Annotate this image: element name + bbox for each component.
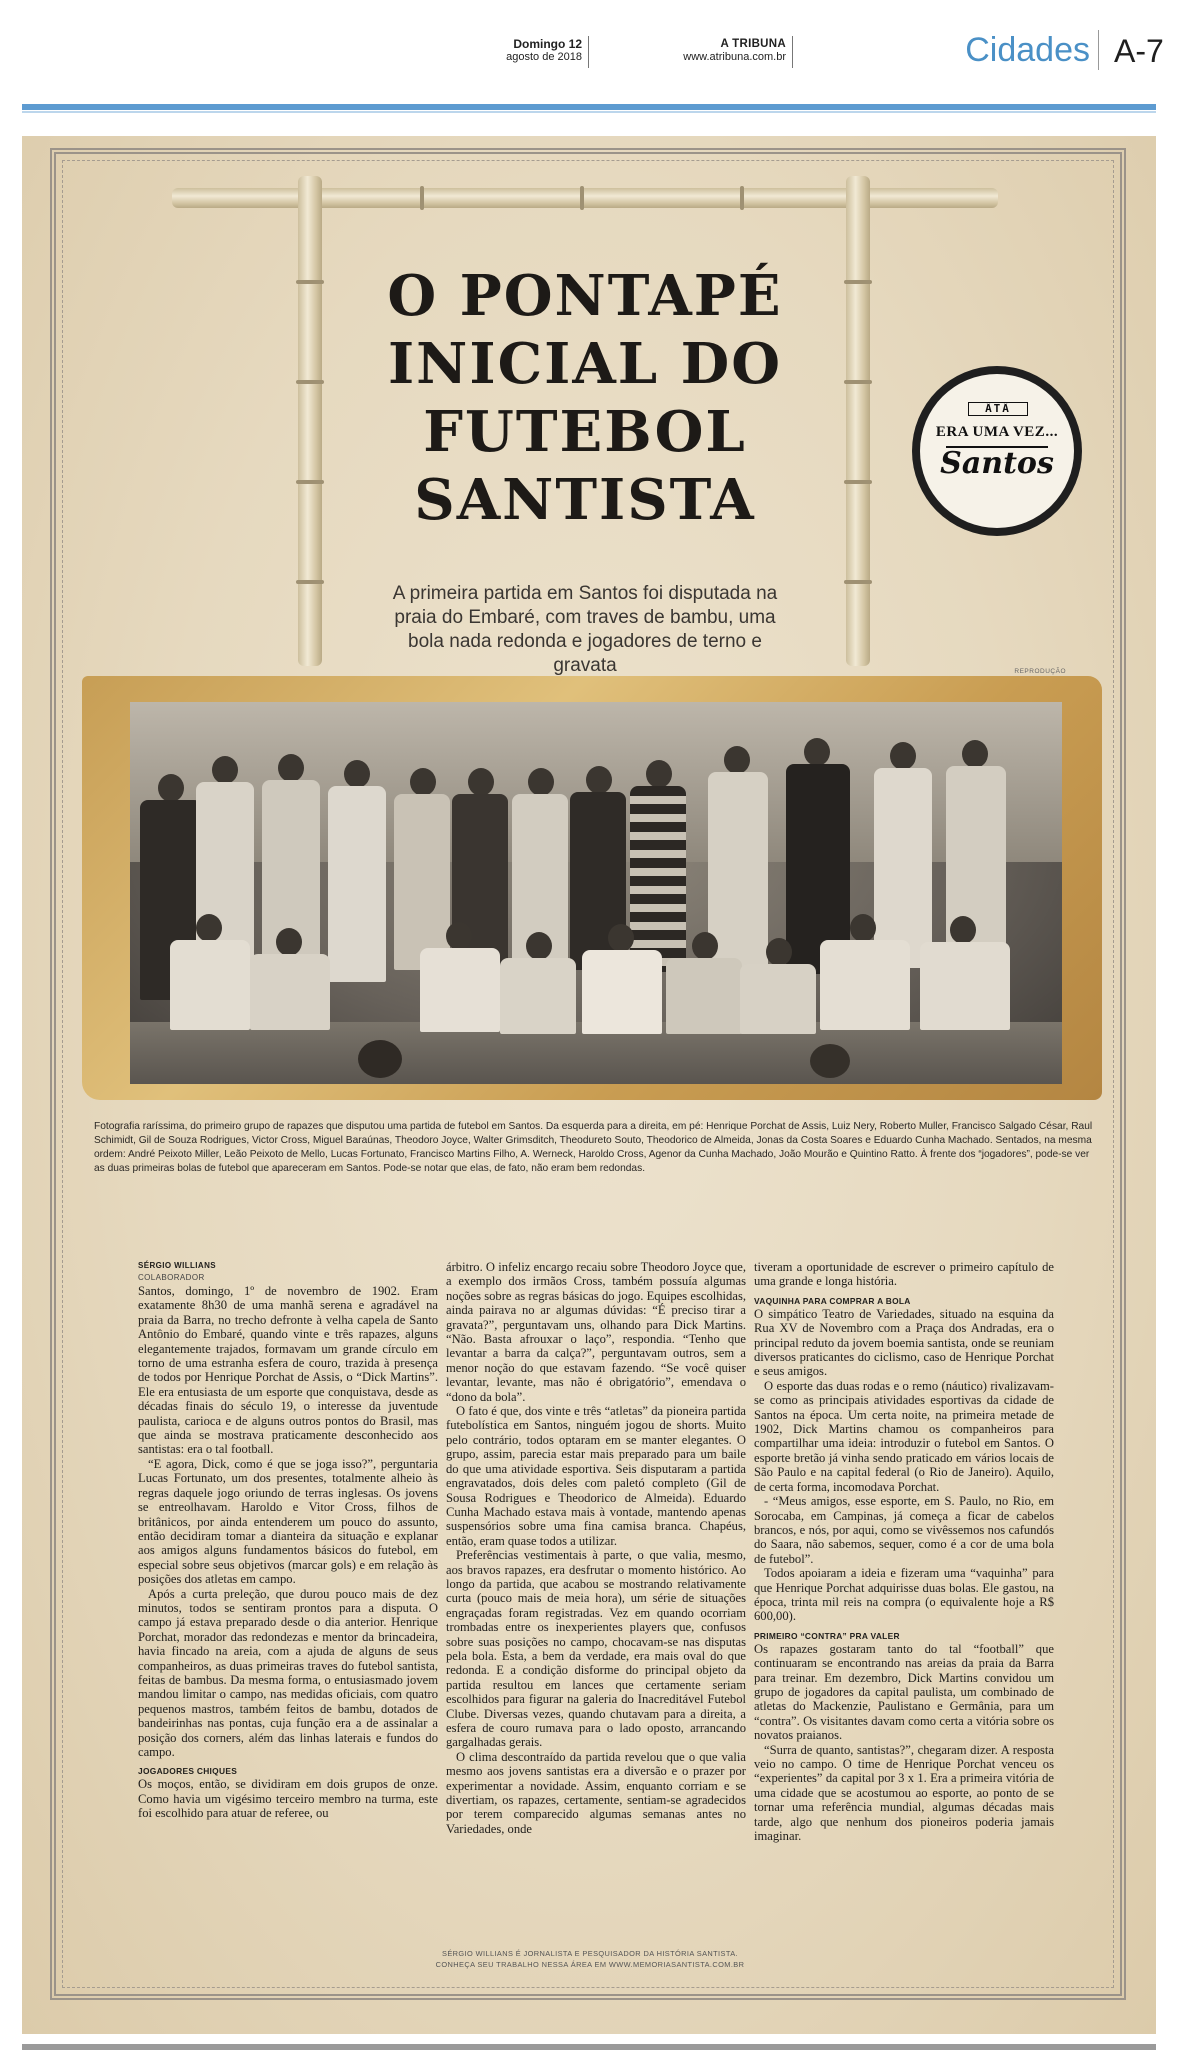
- bamboo-node: [296, 280, 324, 284]
- article-paragraph: Os moços, então, se dividiram em dois grupos de onze. Como havia um vigésimo terceiro membro na turma, este foi escolhido para atuar de referee, ou: [138, 1777, 438, 1821]
- masthead: [0, 0, 1178, 104]
- badge-series-label: ERA UMA VEZ...: [935, 424, 1059, 440]
- page-number: A-7: [1114, 33, 1164, 69]
- article-paragraph: O esporte das duas rodas e o remo (náutico) rivalizavam-se como as principais atividades esportivas da cidade de Santos na época. Um certa noite, na primeira metade de 1902, Dick Martins chamou os companheiros para compartilhar uma ideia: introduzir o futebol em Santos. O esporte bretão já vinha sendo praticado em vários locais de São Paulo e na capital federal (o Rio de Janeiro). Aquilo, de certa forma, incomodava Porchat.: [754, 1378, 1054, 1494]
- article-paragraph: O simpático Teatro de Variedades, situado na esquina da Rua XV de Novembro com a Praça dos Andradas, era o principal reduto da jovem boemia santista, onde se reuniam diversos praticantes do ciclismo, caso de Henrique Porchat e seus amigos.: [754, 1306, 1054, 1379]
- article-column-3: [754, 1260, 1054, 1843]
- masthead-divider: [588, 36, 589, 68]
- article-subhead: PRIMEIRO “CONTRA” PRA VALER: [754, 1630, 900, 1641]
- article-subhead: VAQUINHA PARA COMPRAR A BOLA: [754, 1295, 911, 1306]
- issue-date: [470, 38, 582, 64]
- article-paragraph: O fato é que, dos vinte e três “atletas” da pioneira partida futebolística em Santos, ninguém jogou de shorts. Muito pelo contrário, todos optaram em se manter elegantes. O grupo, assim, parecia estar mais preparado para um baile do que uma atividade esportiva. Seis disputaram a partida engravatados, dois deles com paletó completo (Gil de Sousa Rodrigues e Theodorico de Almeida). Eduardo Cunha Machado estava mais à vontade, mantendo apenas suspensórios sobre uma fina camisa branca. Chapéus, então, eram quase todos a utilizar.: [446, 1404, 746, 1548]
- section-name: Cidades: [965, 31, 1090, 69]
- article-column-2: [446, 1260, 746, 1836]
- newspaper-name: A TRIBUNA: [720, 38, 786, 50]
- newspaper-brand: [596, 38, 786, 64]
- bamboo-node: [844, 480, 872, 484]
- article-paragraph: - “Meus amigos, esse esporte, em S. Paulo, no Rio, em Sorocaba, em Campinas, já começa a ficar de cabelos brancos, e nós, por aqui, como se vivêssemos nos cafundós do Saara, não sabemos, sequer, como é a cor de uma bola de futebol”.: [754, 1494, 1054, 1566]
- bamboo-node: [296, 380, 324, 384]
- top-rule: [22, 104, 1156, 110]
- bottom-rule: [22, 2044, 1156, 2050]
- article-subhead: JOGADORES CHIQUES: [138, 1766, 238, 1777]
- article-paragraph: O clima descontraído da partida revelou que o que valia mesmo aos jovens santistas era a diversão e o prazer por experimentar a novidade. Assim, enquanto corriam e se divertiam, os rapazes, certamente, sentiam-se agradecidos por terem comparecido algumas semanas antes no Variedades, onde: [446, 1749, 746, 1836]
- badge-series-name: Santos: [940, 446, 1054, 481]
- masthead-divider: [1098, 30, 1099, 70]
- bamboo-node: [844, 280, 872, 284]
- masthead-divider: [792, 36, 793, 68]
- article-paragraph: “E agora, Dick, como é que se joga isso?”, perguntaria Lucas Fortunato, um dos presentes, totalmente alheio às regras daquele jogo oriundo de terras inglesas. Os jovens se entreolhavam. Haroldo e Vitor Cross, filhos de britânicos, por ainda entenderem um pouco do assunto, então decidiram tomar a dianteira da situação e explanar aos amigos alguns fundamentos básicos do futebol, em especial sobre seus objetivos (marcar gols) e em relação às posições dos atletas em campo.: [138, 1456, 438, 1587]
- article-paragraph: árbitro. O infeliz encargo recaiu sobre Theodoro Joyce que, a exemplo dos irmãos Cross, também possuía algumas noções sobre as regras básicas do jogo. Equipes escolhidas, ainda pairava no ar algumas dúvidas: “É preciso tirar a gravata?”, perguntavam uns, olhando para Dick Martins. “Não. Basta afrouxar o laço”, respondia. “Tenho que levantar a barra da calça?”, perguntavam outros, sem a menor noção do que estavam fazendo. “Se você quiser levantar, levante, mas não é obrigatório”, emendava o “dono da bola”.: [446, 1260, 746, 1404]
- bamboo-node: [296, 580, 324, 584]
- photo-caption: Fotografia raríssima, do primeiro grupo de rapazes que disputou uma partida de futebol em Santos. Da esquerda para a direita, em pé: Henrique Porchat de Assis, Luiz Nery, Roberto Muller, Francisco Salgado César, Raul Schimidt, Gil de Souza Rodrigues, Victor Cross, Miguel Baraúnas, Theodoro Joyce, Walter Grimsditch, Theodureto Souto, Theodorico de Almeida, Jonas da Costa Soares e Eduardo Cunha Machado. Sentados, na mesma ordem: André Peixoto Miller, Leão Peixoto de Mello, Lucas Fortunato, Francisco Martins Filho, A. Werneck, Haroldo Cross, Agenor da Cunha Machado, João Mourão e Quintino Ratto. À frente dos “jogadores”, pode-se ver as duas primeiras bolas de futebol que apareceram em Santos. Pode-se notar que elas, de fato, não eram bem redondas.: [94, 1121, 1093, 1174]
- author-note-line: SÉRGIO WILLIANS É JORNALISTA E PESQUISADOR DA HISTÓRIA SANTISTA.: [442, 1949, 738, 1958]
- bamboo-node: [296, 480, 324, 484]
- badge-logo: ÄTÄ: [968, 402, 1028, 416]
- bamboo-node: [844, 580, 872, 584]
- author-note: [300, 1948, 880, 1970]
- bamboo-node: [844, 380, 872, 384]
- article-paragraph: Preferências vestimentais à parte, o que valia, mesmo, aos bravos rapazes, era desfrutar o momento histórico. Ao longo da partida, que acabou se mostrando relativamente curta (pouco mais de meia hora), um série de situações engraçadas foram registradas. Vez em quando ocorriam trombadas entre os inexperientes players que, confusos sobre suas posições no campo, chocavam-se nas disputas pela bola. Esta, a bem da verdade, era mais oval do que redonda. E a condição disforme do principal objeto da partida resultou em lances que certamente seriam escolhidos para figurar na galeria do Inacreditável Futebol Clube. Diversas vezes, quando chutavam para a direita, a esfera de couro rumava para o lado oposto, arrancando gargalhadas gerais.: [446, 1548, 746, 1750]
- article-paragraph: Os rapazes gostaram tanto do tal “football” que continuaram se encontrando nas areias da praia da Barra para treinar. Em dezembro, Dick Martins convidou um grupo de jogadores da capital paulista, um combinado de atletas do Mackenzie, Paulistano e Germânia, para um “contra”. Os visitantes davam como certa a vitória sobre os novatos praianos.: [754, 1641, 1054, 1743]
- author-note-line: CONHEÇA SEU TRABALHO NESSA ÁREA EM WWW.MEMORIASANTISTA.COM.BR: [435, 1960, 745, 1969]
- bamboo-node: [580, 186, 584, 210]
- newspaper-url: www.atribuna.com.br: [683, 51, 786, 63]
- article-paragraph: Santos, domingo, 1º de novembro de 1902. Eram exatamente 8h30 de uma manhã serena e agradável na praia da Barra, no trecho defronte à velha capela de Santo Antônio do Embaré, quando vinte e três rapazes, alguns elegantemente trajados, formavam um grande círculo em torno de uma estranha esfera de couro, trazida à presença de todos por Henrique Porchat de Assis, o “Dick Martins”. Ele era entusiasta de um esporte que conquistava, desde as décadas finais do século 19, o interesse da juventude paulista, carioca e de alguns outros pontos do Brasil, mas que ainda se mostrava praticamente desconhecido aos santistas: era o tal football.: [138, 1284, 438, 1457]
- bamboo-crossbar: [172, 188, 998, 208]
- bamboo-node: [420, 186, 424, 210]
- football-ball: [810, 1044, 850, 1078]
- top-rule-thin: [22, 111, 1156, 113]
- photo-credit: REPRODUÇÃO: [1014, 668, 1066, 675]
- article-paragraph: “Surra de quanto, santistas?”, chegaram dizer. A resposta veio no campo. O time de Henrique Porchat venceu os “experientes” da capital por 3 x 1. Era a primeira vitória de uma cidade que se acostumou ao esporte, ao ponto de se tornar uma referência mundial, algumas décadas mais tarde, algo que nenhum dos pioneiros poderia jamais imaginar.: [754, 1742, 1054, 1844]
- article-column-1: [138, 1260, 438, 1821]
- article-paragraph: Todos apoiaram a ideia e fizeram uma “vaquinha” para que Henrique Porchat adquirisse duas bolas. Ele gastou, na época, trinta mil reis na compra (o equivalente hoje a R$ 600,00).: [754, 1566, 1054, 1624]
- headline: O PONTAPÉ INICIAL DO FUTEBOL SANTISTA: [387, 263, 783, 533]
- issue-month-year: agosto de 2018: [506, 51, 582, 63]
- subheadline: A primeira partida em Santos foi disputada na praia do Embaré, com traves de bambu, uma bola nada redonda e jogadores de terno e gravata: [392, 583, 778, 676]
- bamboo-node: [740, 186, 744, 210]
- bamboo-left-post: [298, 176, 322, 666]
- football-ball: [358, 1040, 402, 1078]
- issue-day: Domingo 12: [513, 37, 582, 51]
- author-name: SÉRGIO WILLIANS: [138, 1261, 216, 1270]
- team-photograph: [130, 702, 1062, 1084]
- bamboo-right-post: [846, 176, 870, 666]
- article-paragraph: tiveram a oportunidade de escrever o primeiro capítulo de uma grande e longa história.: [754, 1260, 1054, 1289]
- article-paragraph: Após a curta preleção, que durou pouco mais de dez minutos, todos se sentiram prontos para a disputa. O campo já estava preparado desde o dia anterior. Henrique Porchat, morador das redondezas e mentor da brincadeira, havia fincado na areia, com a ajuda de alguns de seus companheiros, as duas primeiras traves do futebol santista, feitas de bambus. Da mesma forma, o entusiasmado jovem mandou limitar o campo, nas medidas oficiais, com quatro pequenos mastros, também feitos de bambu, dotados de bandeirinhas nas pontas, cuja função era a de assinalar a posição dos corners, além das linhas laterais e fundos do campo.: [138, 1586, 438, 1759]
- author-role: COLABORADOR: [138, 1273, 205, 1282]
